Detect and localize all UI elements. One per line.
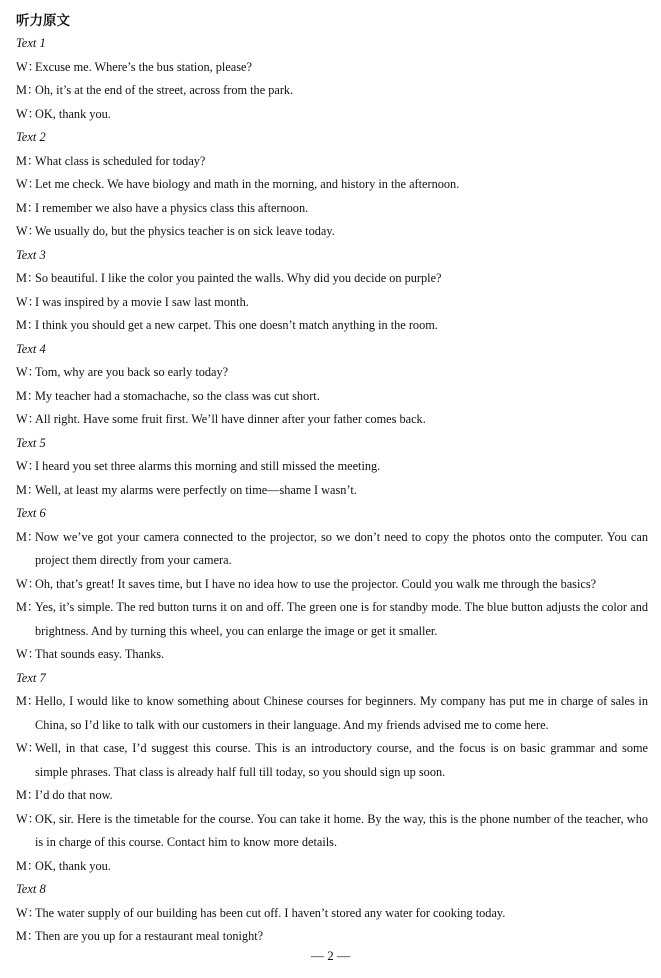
dialogue-line (16, 173, 648, 197)
dialogue-text: My teacher had a stomachache, so the class was cut short. (35, 388, 320, 403)
dialogue-text: I remember we also have a physics class this afternoon. (35, 200, 309, 215)
speaker-label: W： (16, 106, 40, 121)
transcript-page (16, 10, 648, 949)
dialogue-line (16, 690, 648, 737)
dialogue-line (16, 596, 648, 643)
speaker-label: M： (16, 529, 40, 544)
text-section (16, 432, 648, 503)
text-section (16, 338, 648, 432)
dialogue-line (16, 455, 648, 479)
dialogue-text: Let me check. We have biology and math in the morning, and history in the afternoon. (35, 177, 460, 191)
dialogue-line (16, 902, 648, 926)
dialogue-line (16, 361, 648, 385)
dialogue-text: OK, thank you. (35, 106, 111, 121)
speaker-label: M： (16, 318, 40, 332)
speaker-label: M： (16, 694, 40, 708)
dialogue-text: Well, in that case, I’d suggest this course. This is an introductory course, and the focus is on basic grammar and some simple phrases. That class is already half full till today, so you should sign up soon. (35, 741, 648, 779)
dialogue-text: OK, sir. Here is the timetable for the course. You can take it home. By the way, this is the phone number of the teacher, who is in charge of this course. Contact him to know more details. (35, 811, 648, 849)
dialogue-text: I think you should get a new carpet. This one doesn’t match anything in the room. (35, 318, 438, 332)
text-label: Text 6 (16, 506, 46, 520)
dialogue-line (16, 385, 648, 409)
dialogue-line (16, 808, 648, 855)
speaker-label: M： (16, 482, 40, 497)
speaker-label: M： (16, 271, 40, 285)
dialogue-line (16, 526, 648, 573)
dialogue-text: I’d do that now. (35, 788, 113, 802)
dialogue-text: So beautiful. I like the color you painted the walls. Why did you decide on purple? (35, 271, 442, 285)
dialogue-line (16, 220, 648, 244)
dialogue-text: We usually do, but the physics teacher is on sick leave today. (35, 224, 335, 238)
dialogue-text: The water supply of our building has been cut off. I haven’t stored any water for cooking today. (35, 905, 506, 920)
speaker-label: W： (16, 459, 40, 473)
text-section (16, 502, 648, 667)
text-label: Text 4 (16, 341, 46, 356)
dialogue-text: I heard you set three alarms this morning and still missed the meeting. (35, 459, 381, 473)
text-section (16, 878, 648, 949)
text-label: Text 7 (16, 670, 46, 685)
dialogue-text: Oh, it’s at the end of the street, across from the park. (35, 83, 294, 97)
text-section (16, 667, 648, 879)
dialogue-line (16, 479, 648, 503)
speaker-label: M： (16, 200, 40, 215)
dialogue-text: Excuse me. Where’s the bus station, please? (35, 59, 252, 74)
text-label: Text 8 (16, 882, 46, 896)
speaker-label: M： (16, 388, 40, 403)
dialogue-text: Then are you up for a restaurant meal tonight? (35, 929, 264, 943)
speaker-label: M： (16, 83, 40, 97)
text-label: Text 3 (16, 247, 46, 262)
speaker-label: M： (16, 600, 40, 614)
dialogue-line (16, 103, 648, 127)
dialogue-line (16, 291, 648, 315)
dialogue-text: All right. Have some fruit first. We’ll have dinner after your father comes back. (35, 412, 426, 426)
dialogue-text: I was inspired by a movie I saw last month. (35, 294, 249, 309)
speaker-label: W： (16, 905, 40, 920)
dialogue-line (16, 855, 648, 879)
dialogue-line (16, 314, 648, 338)
dialogue-line (16, 784, 648, 808)
text-section (16, 32, 648, 126)
speaker-label: M： (16, 929, 40, 943)
dialogue-text: What class is scheduled for today? (35, 153, 206, 168)
dialogue-line (16, 737, 648, 784)
dialogue-text: OK, thank you. (35, 858, 111, 873)
page-heading: 听力原文 (16, 13, 70, 29)
speaker-label: W： (16, 576, 40, 591)
dialogue-line (16, 79, 648, 103)
dialogue-text: Well, at least my alarms were perfectly on time—shame I wasn’t. (35, 482, 357, 497)
dialogue-line (16, 150, 648, 174)
speaker-label: W： (16, 647, 40, 661)
speaker-label: M： (16, 153, 40, 168)
dialogue-text: Now we’ve got your camera connected to the projector, so we don’t need to copy the photos onto the computer. You can project them directly from your camera. (35, 529, 648, 567)
text-label: Text 5 (16, 435, 46, 450)
dialogue-text: That sounds easy. Thanks. (35, 647, 165, 661)
dialogue-line (16, 643, 648, 667)
text-label: Text 2 (16, 130, 46, 144)
speaker-label: W： (16, 59, 40, 74)
transcript-sections (16, 32, 648, 949)
speaker-label: W： (16, 224, 40, 238)
dialogue-line (16, 408, 648, 432)
dialogue-line (16, 56, 648, 80)
text-section (16, 244, 648, 338)
speaker-label: W： (16, 412, 40, 426)
dialogue-text: Hello, I would like to know something about Chinese courses for beginners. My company has put me in charge of sales in China, so I’d like to talk with our customers in their language. And my friends advised me to come here. (35, 694, 648, 732)
speaker-label: W： (16, 177, 40, 191)
page-number: — 2 — (311, 948, 350, 963)
dialogue-text: Yes, it’s simple. The red button turns it on and off. The green one is for standby mode. The blue button adjusts the color and brightness. And by turning this wheel, you can enlarge the image or get it smaller. (35, 600, 648, 638)
dialogue-text: Oh, that’s great! It saves time, but I have no idea how to use the projector. Could you walk me through the basics? (35, 576, 597, 591)
speaker-label: W： (16, 365, 40, 379)
speaker-label: W： (16, 294, 40, 309)
speaker-label: W： (16, 741, 40, 755)
dialogue-line (16, 925, 648, 949)
speaker-label: M： (16, 788, 40, 802)
dialogue-line (16, 267, 648, 291)
speaker-label: M： (16, 858, 40, 873)
text-label: Text 1 (16, 36, 46, 50)
dialogue-line (16, 573, 648, 597)
dialogue-text: Tom, why are you back so early today? (35, 365, 229, 379)
speaker-label: W： (16, 811, 40, 826)
text-section (16, 126, 648, 244)
dialogue-line (16, 197, 648, 221)
